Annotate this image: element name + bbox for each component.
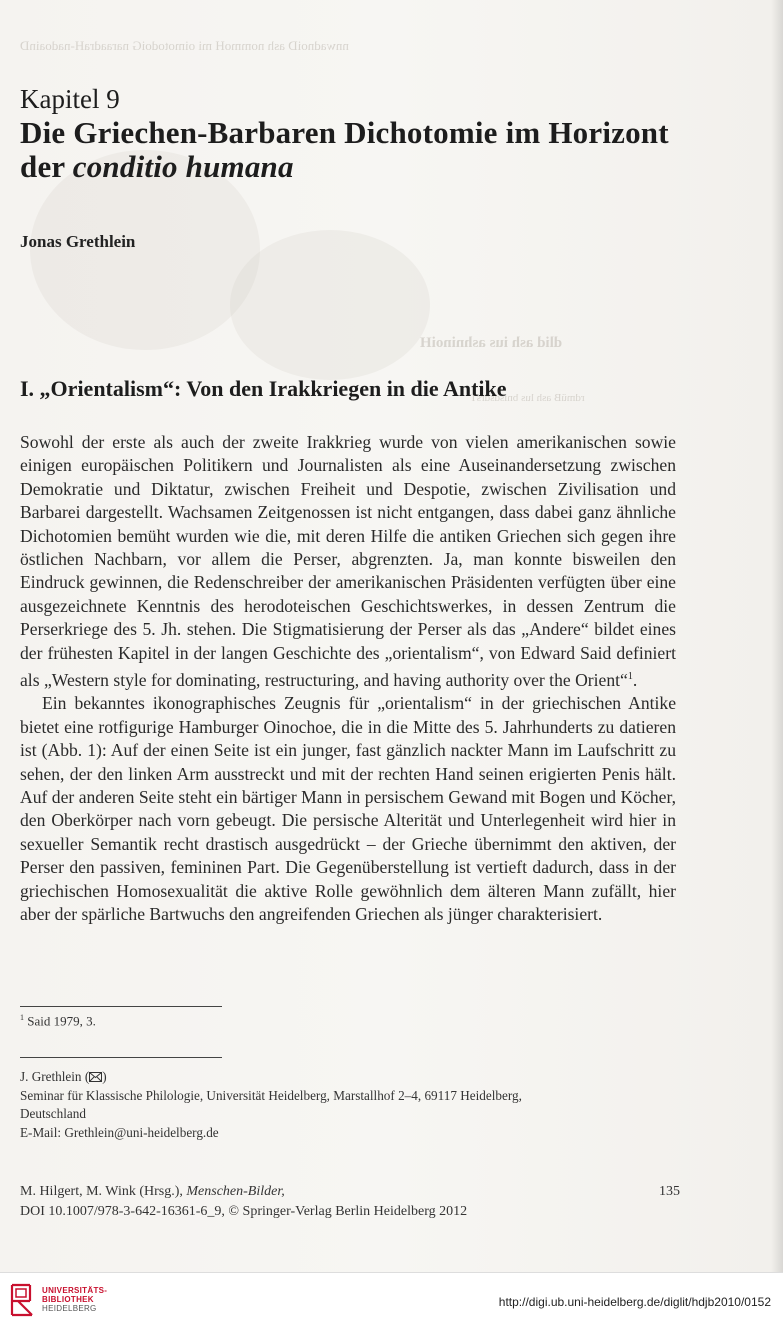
affiliation-name-close: ) xyxy=(102,1069,107,1084)
citation-editors: M. Hilgert, M. Wink (Hrsg.), xyxy=(20,1184,183,1199)
footnote xyxy=(20,1013,96,1029)
footnote-text: Said 1979, 3. xyxy=(27,1013,96,1029)
university-library-logo-icon[interactable] xyxy=(8,1281,36,1319)
bleedthrough-text: nnwadnoiD ash nommoH mi oimotodoiG naraadraH-nadoainD xyxy=(20,38,349,53)
viewer-footer xyxy=(0,1272,783,1328)
paragraph: Ein bekanntes ikonographisches Zeugnis für „orientalism“ in der griechischen Antike bietet eine rotfigurige Hamburger Oinochoe, die in die Mitte des 5. Jahrhunderts zu datieren ist (Abb. 1): Auf der einen Seite ist ein junger, fast gänzlich nackter Mann im Laufschritt zu sehen, der den linken Arm ausstreckt und mit der rechten Hand seinen erigierten Penis hält. Auf der anderen Seite steht ein bärtiger Mann in persischem Gewand mit Bogen und Köcher, den Oberkörper nach vorn gebeugt. Die persische Alterität und Unterlegenheit wird hier in sexueller Semantik recht drastisch ausgedrückt – der Grieche übernimmt den aktiven, der Perser den passiven, femininen Part. Die Gegenüberstellung ist vertieft dadurch, dass in der griechischen Homosexualität die aktive Rolle gewöhnlich dem älteren Mann zufällt, hier aber der spärliche Bartwuchs den angreifenden Griechen als jünger charakterisiert. xyxy=(20,693,676,924)
paragraph xyxy=(20,431,676,692)
footnote-rule xyxy=(20,1006,222,1007)
author-name: Jonas Grethlein xyxy=(20,232,136,251)
library-name-line: HEIDELBERG xyxy=(42,1304,97,1313)
paragraph-end: . xyxy=(632,669,638,690)
title-prefix: der xyxy=(20,149,65,184)
library-name-line: BIBLIOTHEK xyxy=(42,1295,94,1304)
citation-block xyxy=(20,1182,680,1222)
chapter-title xyxy=(20,116,720,184)
affiliation-institute: Seminar für Klassische Philologie, Universität Heidelberg, Marstallhof 2–4, 69117 Heidelberg, xyxy=(20,1087,522,1103)
affiliation-email[interactable]: E-Mail: Grethlein@uni-heidelberg.de xyxy=(20,1124,219,1140)
affiliation-country: Deutschland xyxy=(20,1106,86,1121)
paragraph-text: Sowohl der erste als auch der zweite Irakkrieg wurde von vielen amerikanischen sowie einigen europäischen Politikern und Journalisten als eine Auseinandersetzung zwischen Demokratie und Diktatur, zwischen Freiheit und Despotie, zwischen Zivilisation und Barbarei dargestellt. Wachsamen Zeitgenossen ist nicht entgangen, dass dabei ganz ähnliche Dichotomien bemüht wurden wie die, mit deren Hilfe die antiken Griechen sich gegen ihre östlichen Nachbarn, vor allem die Perser, abgrenzten. Ja, man konnte bisweilen den Eindruck gewinnen, die Redenschreiber der amerikanischen Präsidenten verfügten über eine ausgezeichnete Kenntnis des herodoteischen Geschichtswerkes, in dessen Zentrum die Perserkriege des 5. Jh. stehen. Die Stigmatisierung der Perser als das „Andere“ bildet eines der frühesten Kapitel in der langen Geschichte des „orientalism“, von Edward Said definiert als „Western style for dominating, restructuring, and having authority over the Orient“ xyxy=(20,432,676,690)
library-name xyxy=(42,1286,107,1313)
body-text xyxy=(20,431,676,926)
author-affiliation xyxy=(20,1068,680,1142)
footnote-number: 1 xyxy=(20,1013,24,1022)
page-edge-shadow xyxy=(771,0,783,1272)
citation-book-title: Menschen-Bilder, xyxy=(186,1184,285,1199)
title-main: Die Griechen-Barbaren Dichotomie im Horizont xyxy=(20,115,669,150)
page-number: 135 xyxy=(659,1184,680,1199)
permalink-url[interactable]: http://digi.ub.uni-heidelberg.de/diglit/hdjb2010/0152 xyxy=(498,1295,771,1309)
bleedthrough-text: rdmüB ash lus bnisdsdrsT xyxy=(470,392,585,404)
footnote-ref[interactable]: 1 xyxy=(627,671,633,683)
affiliation-name: J. Grethlein ( xyxy=(20,1069,90,1084)
mail-icon xyxy=(89,1072,102,1082)
chapter-label: Kapitel 9 xyxy=(20,84,120,114)
title-italic: conditio humana xyxy=(72,149,294,184)
section-heading: I. „Orientalism“: Von den Irakkriegen in die Antike xyxy=(20,376,507,401)
bleedthrough-shape xyxy=(230,230,430,380)
bleedthrough-text: dlid ash ius ashninoiH xyxy=(420,335,563,351)
affiliation-rule xyxy=(20,1057,222,1058)
library-name-line: UNIVERSITÄTS- xyxy=(42,1286,108,1295)
citation-doi: DOI 10.1007/978-3-642-16361-6_9, © Springer-Verlag Berlin Heidelberg 2012 xyxy=(20,1204,468,1219)
